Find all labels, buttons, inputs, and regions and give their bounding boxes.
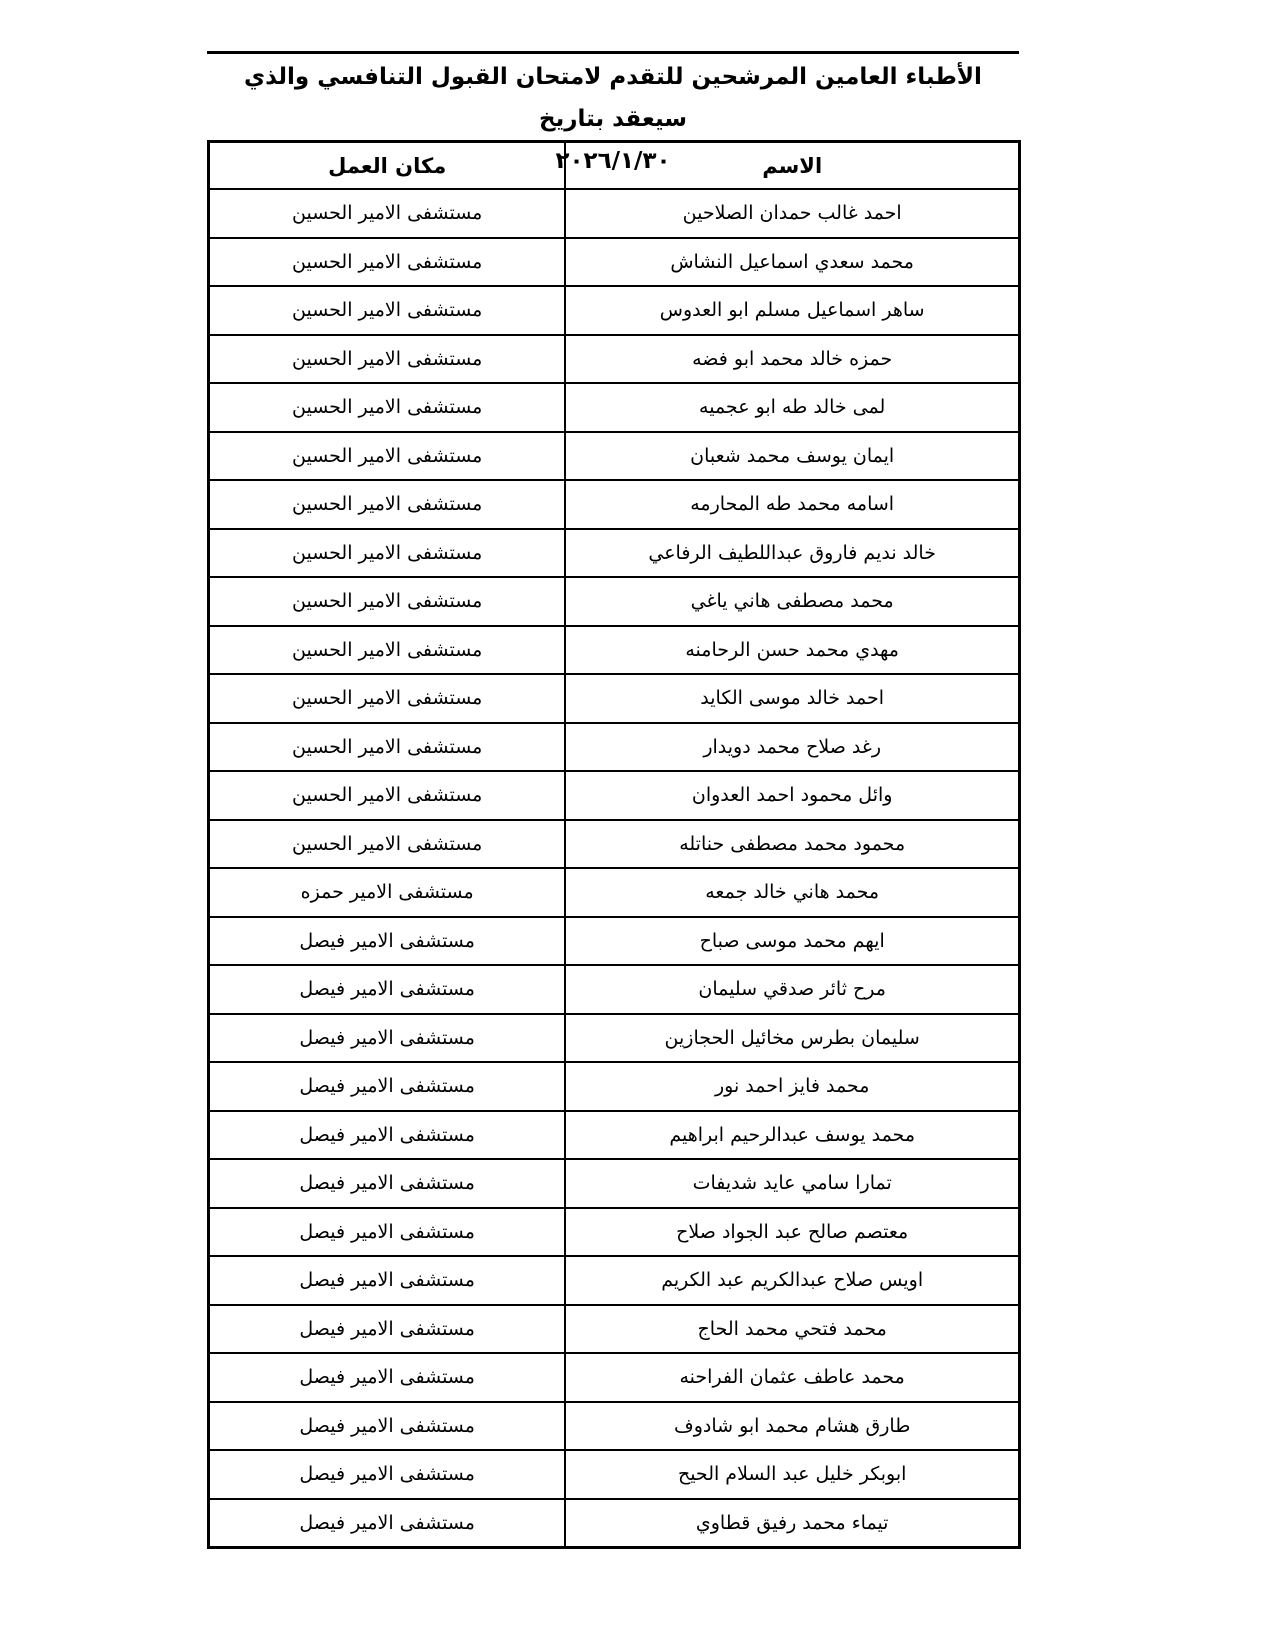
table-row <box>209 626 1020 675</box>
table-row <box>209 1208 1020 1257</box>
workplace-cell: مستشفى الامير فيصل <box>209 917 566 966</box>
name-cell: محمد سعدي اسماعيل النشاش <box>565 238 1019 287</box>
table-row <box>209 480 1020 529</box>
workplace-cell: مستشفى الامير فيصل <box>209 1256 566 1305</box>
table-row <box>209 383 1020 432</box>
name-cell: اويس صلاح عبدالكريم عبد الكريم <box>565 1256 1019 1305</box>
workplace-cell: مستشفى الامير الحسين <box>209 189 566 238</box>
table-row <box>209 1111 1020 1160</box>
workplace-cell: مستشفى الامير فيصل <box>209 1208 566 1257</box>
workplace-cell: مستشفى الامير الحسين <box>209 383 566 432</box>
name-cell: محمد مصطفى هاني ياغي <box>565 577 1019 626</box>
table-row <box>209 335 1020 384</box>
workplace-cell: مستشفى الامير حمزه <box>209 868 566 917</box>
table-row <box>209 238 1020 287</box>
name-cell: احمد خالد موسى الكايد <box>565 674 1019 723</box>
table-row <box>209 1402 1020 1451</box>
name-cell: اسامه محمد طه المحارمه <box>565 480 1019 529</box>
table-row <box>209 189 1020 238</box>
name-cell: معتصم صالح عبد الجواد صلاح <box>565 1208 1019 1257</box>
table-body <box>209 189 1020 1548</box>
workplace-cell: مستشفى الامير الحسين <box>209 820 566 869</box>
table-row <box>209 1159 1020 1208</box>
workplace-cell: مستشفى الامير فيصل <box>209 1353 566 1402</box>
document-title: الأطباء العامين المرشحين للتقدم لامتحان القبول التنافسي والذي سيعقد بتاريخ <box>244 64 982 132</box>
table-row <box>209 1499 1020 1548</box>
workplace-cell: مستشفى الامير الحسين <box>209 238 566 287</box>
document-title-date: ٢٠٢٦/١/٣٠ <box>555 148 671 174</box>
table-row <box>209 529 1020 578</box>
workplace-cell: مستشفى الامير فيصل <box>209 1499 566 1548</box>
name-cell: محمد هاني خالد جمعه <box>565 868 1019 917</box>
workplace-cell: مستشفى الامير الحسين <box>209 723 566 772</box>
name-cell: طارق هشام محمد ابو شادوف <box>565 1402 1019 1451</box>
candidates-table <box>207 140 1021 1549</box>
name-cell: محمد يوسف عبدالرحيم ابراهيم <box>565 1111 1019 1160</box>
table-row <box>209 1353 1020 1402</box>
name-cell: ايهم محمد موسى صباح <box>565 917 1019 966</box>
name-cell: محمد فايز احمد نور <box>565 1062 1019 1111</box>
name-cell: حمزه خالد محمد ابو فضه <box>565 335 1019 384</box>
table-row <box>209 1450 1020 1499</box>
workplace-cell: مستشفى الامير الحسين <box>209 771 566 820</box>
name-cell: مهدي محمد حسن الرحامنه <box>565 626 1019 675</box>
workplace-cell: مستشفى الامير فيصل <box>209 1450 566 1499</box>
workplace-cell: مستشفى الامير الحسين <box>209 577 566 626</box>
workplace-cell: مستشفى الامير فيصل <box>209 1402 566 1451</box>
workplace-cell: مستشفى الامير الحسين <box>209 674 566 723</box>
table-header-row <box>209 142 1020 190</box>
workplace-cell: مستشفى الامير فيصل <box>209 1159 566 1208</box>
workplace-cell: مستشفى الامير الحسين <box>209 286 566 335</box>
name-cell: لمى خالد طه ابو عجميه <box>565 383 1019 432</box>
header-name: الاسم <box>565 142 1019 190</box>
workplace-cell: مستشفى الامير فيصل <box>209 1111 566 1160</box>
name-cell: خالد نديم فاروق عبداللطيف الرفاعي <box>565 529 1019 578</box>
table-row <box>209 1014 1020 1063</box>
table-row <box>209 1062 1020 1111</box>
workplace-cell: مستشفى الامير الحسين <box>209 335 566 384</box>
name-cell: ايمان يوسف محمد شعبان <box>565 432 1019 481</box>
name-cell: ابوبكر خليل عبد السلام الحيح <box>565 1450 1019 1499</box>
table-row <box>209 723 1020 772</box>
workplace-cell: مستشفى الامير الحسين <box>209 529 566 578</box>
title-top-rule <box>207 51 1019 54</box>
name-cell: سليمان بطرس مخائيل الحجازين <box>565 1014 1019 1063</box>
workplace-cell: مستشفى الامير فيصل <box>209 965 566 1014</box>
name-cell: رغد صلاح محمد دويدار <box>565 723 1019 772</box>
table-row <box>209 286 1020 335</box>
name-cell: تمارا سامي عايد شديفات <box>565 1159 1019 1208</box>
name-cell: محمد فتحي محمد الحاج <box>565 1305 1019 1354</box>
table-row <box>209 820 1020 869</box>
name-cell: وائل محمود احمد العدوان <box>565 771 1019 820</box>
workplace-cell: مستشفى الامير فيصل <box>209 1014 566 1063</box>
workplace-cell: مستشفى الامير فيصل <box>209 1062 566 1111</box>
table-row <box>209 917 1020 966</box>
header-workplace: مكان العمل <box>209 142 566 190</box>
table-row <box>209 965 1020 1014</box>
name-cell: مرح ثائر صدقي سليمان <box>565 965 1019 1014</box>
table-row <box>209 1256 1020 1305</box>
table-row <box>209 577 1020 626</box>
table-row <box>209 1305 1020 1354</box>
table-header <box>209 142 1020 190</box>
workplace-cell: مستشفى الامير فيصل <box>209 1305 566 1354</box>
name-cell: محمد عاطف عثمان الفراحنه <box>565 1353 1019 1402</box>
table-row <box>209 868 1020 917</box>
workplace-cell: مستشفى الامير الحسين <box>209 480 566 529</box>
table-row <box>209 674 1020 723</box>
table-row <box>209 771 1020 820</box>
name-cell: احمد غالب حمدان الصلاحين <box>565 189 1019 238</box>
table-row <box>209 432 1020 481</box>
name-cell: تيماء محمد رفيق قطاوي <box>565 1499 1019 1548</box>
workplace-cell: مستشفى الامير الحسين <box>209 626 566 675</box>
name-cell: محمود محمد مصطفى حناتله <box>565 820 1019 869</box>
workplace-cell: مستشفى الامير الحسين <box>209 432 566 481</box>
name-cell: ساهر اسماعيل مسلم ابو العدوس <box>565 286 1019 335</box>
